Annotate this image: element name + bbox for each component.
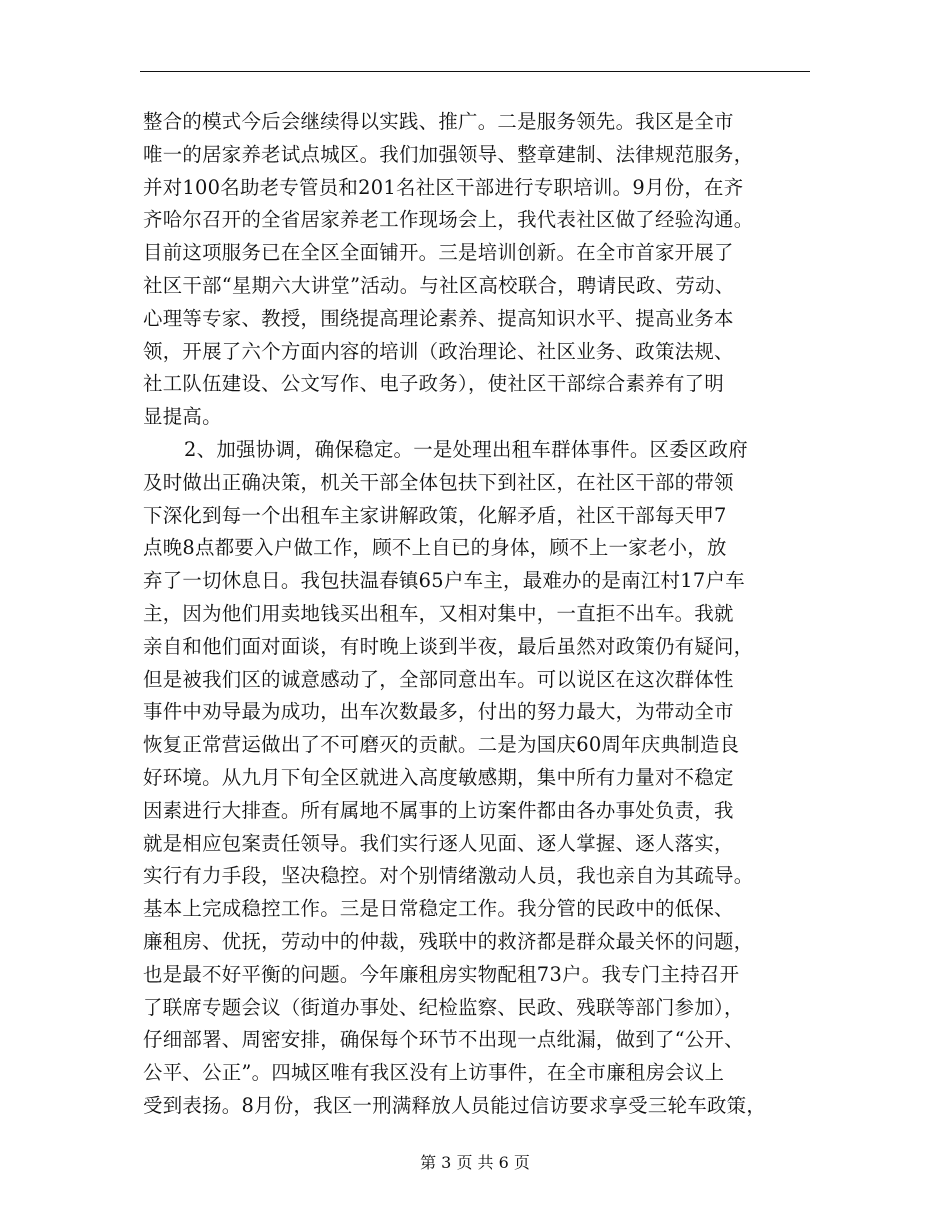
text-line: 亲自和他们面对面谈，有时晚上谈到半夜，最后虽然对政策仍有疑问，	[143, 634, 754, 658]
text-line: 社区干部“星期六大讲堂”活动。与社区高校联合，聘请民政、劳动、	[143, 273, 735, 297]
text-line: 社工队伍建设、公文写作、电子政务），使社区干部综合素养有了明	[143, 372, 725, 396]
text-line: 廉租房、优抚，劳动中的仲裁，残联中的救济都是群众最关怀的问题，	[143, 929, 754, 953]
text-line: 也是最不好平衡的问题。今年廉租房实物配租73户。我专门主持召开	[143, 962, 740, 986]
text-line: 领，开展了六个方面内容的培训（政治理论、社区业务、政策法规、	[143, 339, 734, 363]
text-line: 好环境。从九月下旬全区就进入高度敏感期，集中所有力量对不稳定	[143, 765, 734, 789]
text-line: 整合的模式今后会继续得以实践、推广。二是服务领先。我区是全市	[143, 110, 734, 133]
text-line: 显提高。	[143, 405, 222, 429]
text-line: 唯一的居家养老试点城区。我们加强领导、整章建制、法律规范服务，	[143, 142, 754, 166]
text-line: 恢复正常营运做出了不可磨灭的贡献。二是为国庆60周年庆典制造良	[143, 733, 740, 757]
body-text	[143, 106, 813, 1123]
text-line: 目前这项服务已在全区全面铺开。三是培训创新。在全市首家开展了	[143, 241, 734, 265]
text-line: 基本上完成稳控工作。三是日常稳定工作。我分管的民政中的低保、	[143, 897, 734, 921]
text-line: 但是被我们区的诚意感动了，全部同意出车。可以说区在这次群体性	[143, 667, 734, 691]
text-line: 并对100名助老专管员和201名社区干部进行专职培训。9月份，在齐	[143, 175, 744, 199]
text-line: 受到表扬。8月份，我区一刑满释放人员能过信访要求享受三轮车政策，	[143, 1093, 767, 1117]
text-line: 仔细部署、周密安排，确保每个环节不出现一点纰漏，做到了“公开、	[143, 1028, 744, 1052]
text-line: 点晚8点都要入户做工作，顾不上自已的身体，顾不上一家老小，放	[143, 536, 727, 560]
text-line: 实行有力手段，坚决稳控。对个别情绪激动人员，我也亲自为其疏导。	[143, 864, 754, 888]
text-line: 公平、公正”。四城区唯有我区没有上访事件，在全市廉租房会议上	[143, 1061, 725, 1085]
text-line: 齐哈尔召开的全省居家养老工作现场会上，我代表社区做了经验沟通。	[143, 208, 754, 232]
text-line: 就是相应包案责任领导。我们实行逐人见面、逐人掌握、逐人落实，	[143, 831, 734, 855]
text-line: 下深化到每一个出租车主家讲解政策，化解矛盾，社区干部每天甲7	[143, 503, 727, 527]
text-line: 主，因为他们用卖地钱买出租车，又相对集中，一直拒不出车。我就	[143, 601, 734, 625]
text-line: 了联席专题会议（街道办事处、纪检监察、民政、残联等部门参加），	[143, 995, 744, 1019]
text-line: 心理等专家、教授，围绕提高理论素养、提高知识水平、提高业务本	[143, 306, 734, 330]
text-line: 及时做出正确决策，机关干部全体包扶下到社区，在社区干部的带领	[143, 470, 734, 494]
text-line: 弃了一切休息日。我包扶温春镇65户车主，最难办的是南江村17户车	[143, 569, 745, 593]
page-footer: 第 3 页 共 6 页	[420, 1153, 530, 1172]
text-line: 事件中劝导最为成功，出车次数最多，付出的努力最大，为带动全市	[143, 700, 734, 724]
paragraph-start-line: 2、加强协调，确保稳定。一是处理出租车群体事件。区委区政府	[184, 437, 748, 461]
text-line: 因素进行大排查。所有属地不属事的上访案件都由各办事处负责，我	[143, 798, 734, 822]
header-rule	[140, 71, 810, 72]
